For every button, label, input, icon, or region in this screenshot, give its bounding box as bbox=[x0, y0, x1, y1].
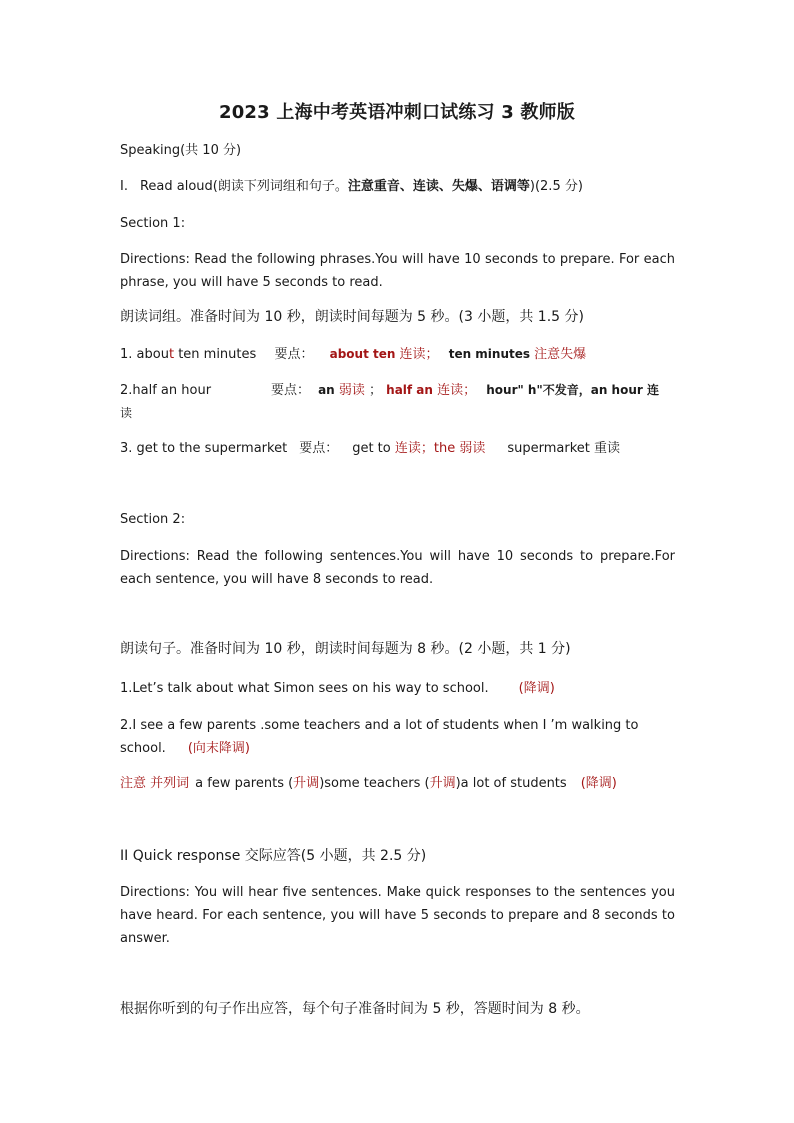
phrase-letter-highlight: t bbox=[168, 347, 175, 362]
note-item: )some teachers ( bbox=[319, 776, 430, 791]
section1-cn-instruction: 朗读词组。准备时间为 10 秒，朗读时间每题为 5 秒。(3 小题，共 1.5 分) bbox=[120, 309, 584, 325]
note-stress: supermarket 重读 bbox=[507, 441, 621, 456]
sentence-item-1 bbox=[120, 677, 675, 700]
speaking-heading: Speaking(共 10 分) bbox=[120, 143, 242, 158]
note-item: )a lot of students bbox=[455, 776, 567, 791]
key-points-label: 要点： bbox=[271, 383, 311, 398]
section1-heading: Section 1: bbox=[120, 216, 186, 231]
section2-directions: Directions: Read the following sentences.You will have 10 seconds to prepare.For each sentence, you will have 8 seconds to read. bbox=[120, 549, 675, 587]
note-separator: ； bbox=[369, 383, 383, 398]
sentence-text: 2.I see a few parents .some teachers and a lot of students when I ’m walking to school. bbox=[120, 718, 639, 756]
part1-heading bbox=[120, 175, 675, 198]
note-linking: half an bbox=[386, 383, 433, 397]
part1-number: I. bbox=[120, 179, 128, 194]
note-weak-label: 弱读 bbox=[459, 441, 486, 456]
phrase-item-2 bbox=[120, 379, 675, 425]
key-points-label: 要点： bbox=[274, 347, 314, 362]
note-silent-h: hour" h"不发音，an hour 连 bbox=[486, 383, 659, 397]
phrase-item-3 bbox=[120, 437, 675, 460]
phrase-text: 2.half an hour bbox=[120, 383, 212, 398]
note-label: 注意 并列词 bbox=[120, 776, 190, 791]
note-linking: about ten bbox=[329, 347, 396, 361]
note-rising: 升调 bbox=[293, 776, 320, 791]
sentence-item-2 bbox=[120, 714, 675, 760]
part2-heading: II Quick response 交际应答(5 小题，共 2.5 分) bbox=[120, 848, 427, 864]
intonation-note: (向末降调) bbox=[187, 741, 250, 756]
phrase-item-1 bbox=[120, 343, 675, 366]
note-falling: (降调) bbox=[580, 776, 617, 791]
key-points-label: 要点： bbox=[299, 441, 339, 456]
page-title: 2023 上海中考英语冲刺口试练习 3 教师版 bbox=[218, 102, 576, 123]
note-phrase: ten minutes bbox=[448, 347, 531, 361]
note-continuation: 读 bbox=[120, 406, 133, 420]
note-loss-of-plosion: 注意失爆 bbox=[534, 347, 587, 362]
note-linking-label: 连读； bbox=[437, 383, 477, 398]
note-rising: 升调 bbox=[429, 776, 456, 791]
phrase-text-rest: ten minutes bbox=[174, 347, 257, 362]
part1-emphasis: 注意重音、连读、失爆、语调等 bbox=[347, 179, 530, 194]
phrase-text: 1. abou bbox=[120, 347, 169, 362]
phrase-text: 3. get to the supermarket bbox=[120, 441, 288, 456]
note-item: a few parents ( bbox=[195, 776, 294, 791]
note-weak-word: the bbox=[433, 441, 456, 456]
intonation-note: (降调) bbox=[518, 681, 555, 696]
note-linking-label: 连读； bbox=[399, 347, 439, 362]
section1-directions: Directions: Read the following phrases.You will have 10 seconds to prepare. For each phrase, you will have 5 seconds to read. bbox=[120, 252, 675, 290]
part2-directions: Directions: You will hear five sentences. Make quick responses to the sentences you have heard. For each sentence, you will have 5 seconds to prepare and 8 seconds to answer. bbox=[120, 885, 675, 946]
coordination-note-line bbox=[120, 772, 675, 795]
part1-label: Read aloud(朗读下列词组和句子。 bbox=[139, 179, 348, 194]
part1-end: )(2.5 分) bbox=[529, 179, 583, 194]
note-weak-word: an bbox=[318, 383, 335, 397]
part2-cn-instruction: 根据你听到的句子作出应答，每个句子准备时间为 5 秒，答题时间为 8 秒。 bbox=[120, 1001, 590, 1017]
note-linking-label: 连读； bbox=[394, 441, 434, 456]
sentence-text: 1.Let’s talk about what Simon sees on his way to school. bbox=[120, 681, 489, 696]
section2-cn-instruction: 朗读句子。准备时间为 10 秒，朗读时间每题为 8 秒。(2 小题，共 1 分) bbox=[120, 641, 571, 657]
note-weak-label: 弱读 bbox=[338, 383, 365, 398]
note-linking: get to bbox=[352, 441, 391, 456]
section2-heading: Section 2: bbox=[120, 512, 186, 527]
